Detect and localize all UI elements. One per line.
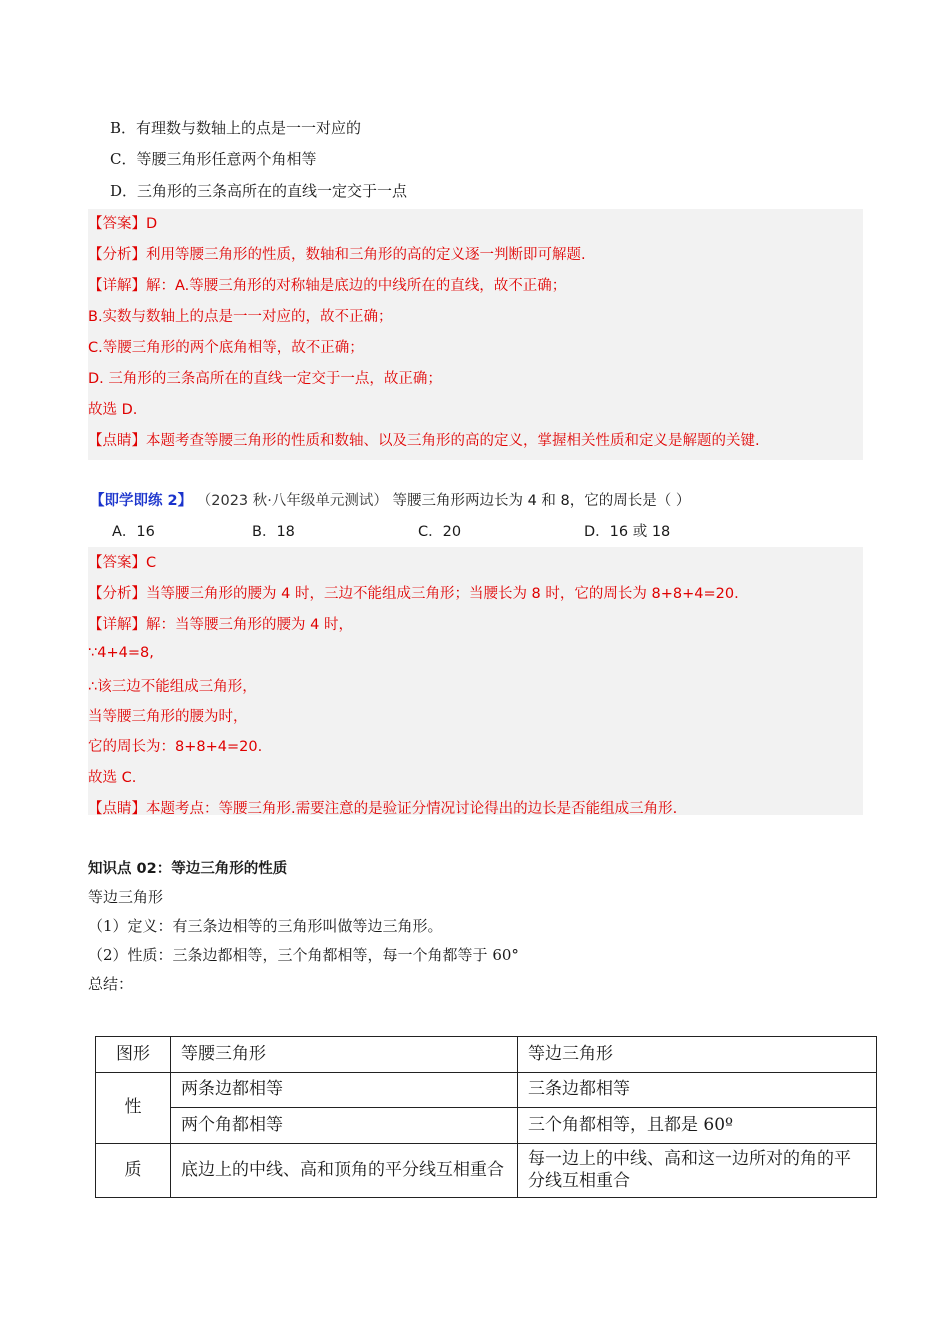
detail-line-c: C.等腰三角形的两个底角相等，故不正确； xyxy=(88,340,364,356)
summary-label: 总结： xyxy=(88,975,134,993)
choice-b: B．18 xyxy=(252,524,295,540)
knowledge-line-1: 等边三角形 xyxy=(88,888,164,906)
analysis-text: 【分析】利用等腰三角形的性质，数轴和三角形的高的定义逐一判断即可解题. xyxy=(88,247,586,263)
question-tag: 【即学即练 2】 xyxy=(90,493,193,509)
detail-line-b: B.实数与数轴上的点是一一对应的，故不正确； xyxy=(88,309,393,325)
detail-line: 当等腰三角形的腰为时， xyxy=(88,709,248,725)
header-isosceles: 等腰三角形 xyxy=(171,1037,518,1073)
table-cell: 两条边都相等 xyxy=(171,1073,518,1108)
question-source: （2023 秋·八年级单元测试） xyxy=(196,493,388,509)
knowledge-title: 知识点 02：等边三角形的性质 xyxy=(88,861,288,877)
table-cell: 三条边都相等 xyxy=(518,1073,877,1108)
choice-a: A．16 xyxy=(112,524,155,540)
property-line: （2）性质：三条边都相等，三个角都相等，每一个角都等于 60° xyxy=(88,946,519,964)
detail-line-d: D. 三角形的三条高所在的直线一定交于一点，故正确； xyxy=(88,371,442,387)
choose-text: 故选 C. xyxy=(88,770,137,786)
option-c: C．等腰三角形任意两个角相等 xyxy=(110,150,317,168)
property-label-top: 性 xyxy=(96,1073,171,1144)
summary-table xyxy=(95,1036,877,1198)
table-cell: 每一边上的中线、高和这一边所对的角的平分线互相重合 xyxy=(518,1144,877,1198)
answer-label: 【答案】C xyxy=(88,555,157,571)
remark-text: 【点睛】本题考查等腰三角形的性质和数轴、以及三角形的高的定义，掌握相关性质和定义是解题的关键. xyxy=(88,433,760,449)
table-row xyxy=(96,1108,877,1144)
detail-text: 【详解】解：当等腰三角形的腰为 4 时， xyxy=(88,617,353,633)
perimeter-line: 它的周长为：8+8+4=20. xyxy=(88,739,263,755)
choose-text: 故选 D. xyxy=(88,402,138,418)
table-cell: 底边上的中线、高和顶角的平分线互相重合 xyxy=(171,1144,518,1198)
table-row xyxy=(96,1144,877,1198)
option-d: D．三角形的三条高所在的直线一定交于一点 xyxy=(110,182,408,200)
header-figure: 图形 xyxy=(96,1037,171,1073)
table-cell: 三个角都相等，且都是 60º xyxy=(518,1108,877,1144)
question-stem: 等腰三角形两边长为 4 和 8，它的周长是（ ） xyxy=(392,493,691,509)
choice-c: C．20 xyxy=(418,524,462,540)
question-2-head xyxy=(90,489,690,510)
answer-label: 【答案】D xyxy=(88,216,158,232)
header-equilateral: 等边三角形 xyxy=(518,1037,877,1073)
answer-block-2 xyxy=(88,547,863,815)
table-row xyxy=(96,1073,877,1108)
option-b: B．有理数与数轴上的点是一一对应的 xyxy=(110,119,362,137)
answer-block-1 xyxy=(88,209,863,460)
therefore-line: ∴该三边不能组成三角形， xyxy=(88,679,257,695)
remark-text: 【点睛】本题考点：等腰三角形.需要注意的是验证分情况讨论得出的边长是否能组成三角形. xyxy=(88,801,678,817)
property-label-bottom: 质 xyxy=(96,1144,171,1198)
detail-text: 【详解】解：A.等腰三角形的对称轴是底边的中线所在的直线，故不正确； xyxy=(88,278,567,294)
because-line: ∵4+4=8, xyxy=(88,645,154,661)
table-cell: 两个角都相等 xyxy=(171,1108,518,1144)
definition-line: （1）定义：有三条边相等的三角形叫做等边三角形。 xyxy=(88,917,443,935)
table-header-row xyxy=(96,1037,877,1073)
analysis-text: 【分析】当等腰三角形的腰为 4 时，三边不能组成三角形；当腰长为 8 时，它的周长为 8+8+4=20. xyxy=(88,586,739,602)
choice-d: D．16 或 18 xyxy=(584,524,671,540)
